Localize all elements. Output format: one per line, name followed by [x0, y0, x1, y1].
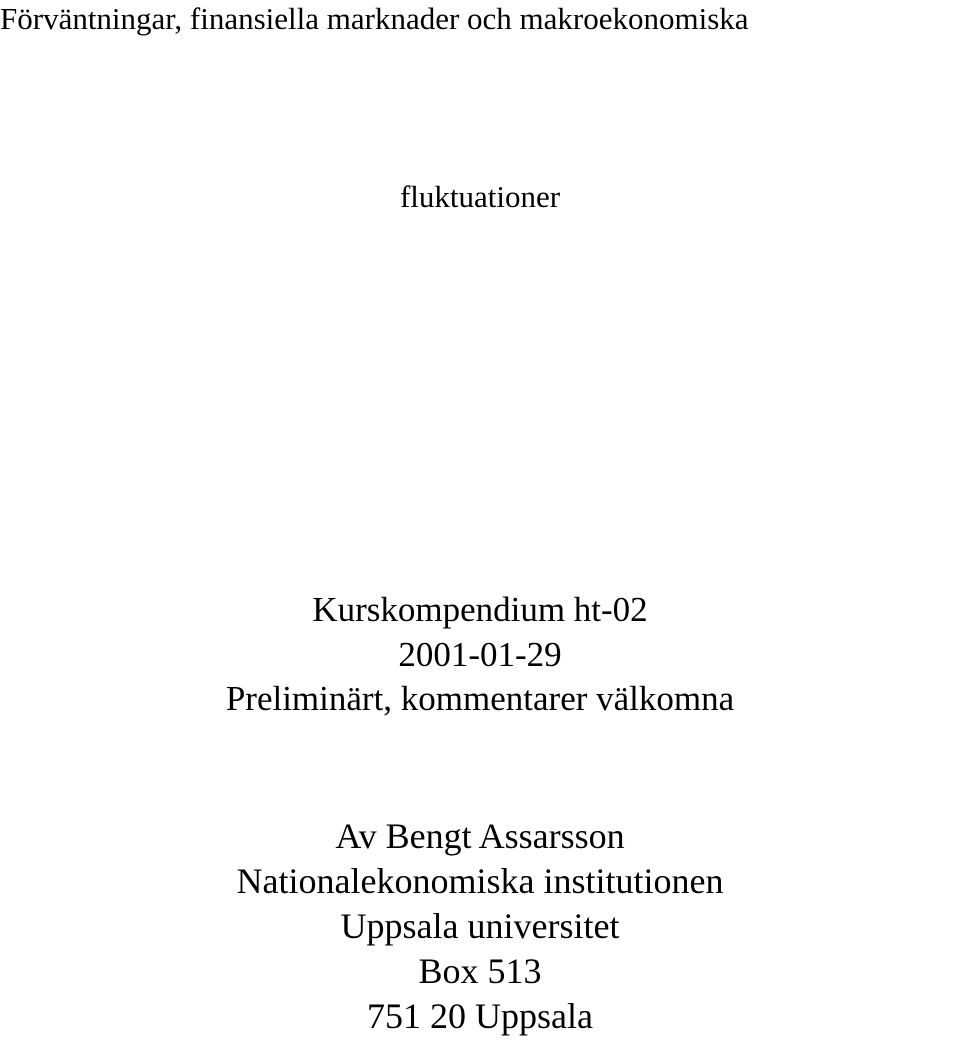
postal-address: 751 20 Uppsala — [367, 996, 593, 1036]
document-title-line-1: Förväntningar, finansiella marknader och makroekonomiska — [0, 1, 749, 36]
university-name: Uppsala universitet — [340, 906, 620, 946]
course-name: Kurskompendium ht-02 — [312, 590, 648, 629]
department-name: Nationalekonomiska institutionen — [236, 861, 724, 901]
document-status: Preliminärt, kommentarer välkomna — [225, 679, 735, 718]
document-title-line-2: fluktuationer — [399, 179, 561, 214]
postal-box: Box 513 — [418, 951, 542, 991]
author-name: Av Bengt Assarsson — [335, 816, 625, 856]
document-date: 2001-01-29 — [398, 635, 562, 674]
